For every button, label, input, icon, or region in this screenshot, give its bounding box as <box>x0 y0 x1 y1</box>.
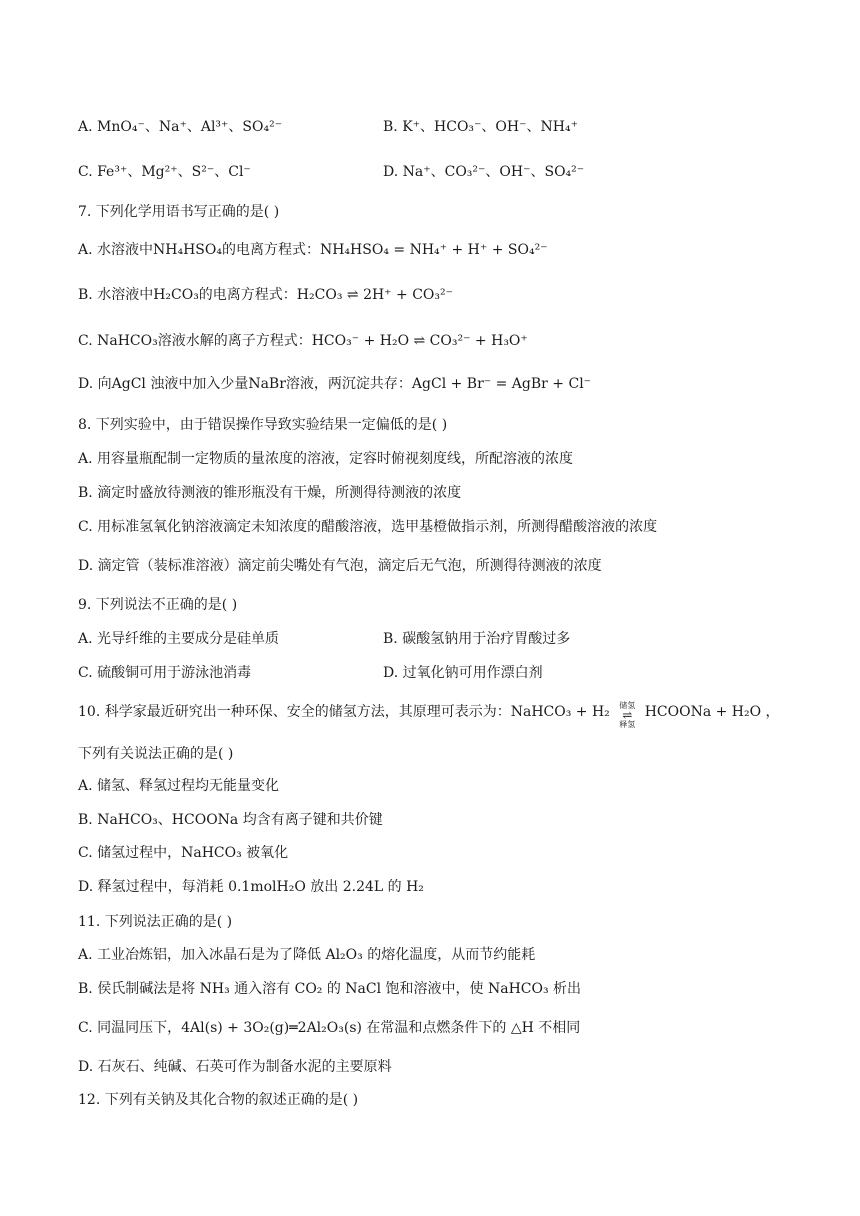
reversible-arrow <box>614 701 640 729</box>
q9-stem: 9. 下列说法不正确的是( ) <box>78 597 238 613</box>
q7-stem: 7. 下列化学用语书写正确的是( ) <box>78 204 280 220</box>
q8-option-b: B. 滴定时盛放待测液的锥形瓶没有干燥，所测得待测液的浓度 <box>78 485 462 501</box>
q10-stem <box>78 701 780 729</box>
q8-option-a: A. 用容量瓶配制一定物质的量浓度的溶液，定容时俯视刻度线，所配溶液的浓度 <box>78 451 574 467</box>
q10-option-c: C. 储氢过程中，NaHCO₃ 被氧化 <box>78 845 289 861</box>
q9-option-a: A. 光导纤维的主要成分是硅单质 <box>78 631 280 647</box>
q6-option-d: D. Na⁺、CO₃²⁻、OH⁻、SO₄²⁻ <box>383 164 585 180</box>
q12-stem: 12. 下列有关钠及其化合物的叙述正确的是( ) <box>78 1092 359 1108</box>
q11-stem: 11. 下列说法正确的是( ) <box>78 914 233 930</box>
q9-option-b: B. 碳酸氢钠用于治疗胃酸过多 <box>383 631 571 647</box>
arrow-label-release: 释氢 <box>619 720 636 729</box>
q8-option-c: C. 用标准氢氧化钠溶液滴定未知浓度的醋酸溶液，选甲基橙做指示剂，所测得醋酸溶液的浓度 <box>78 519 658 535</box>
q11-option-b: B. 侯氏制碱法是将 NH₃ 通入溶有 CO₂ 的 NaCl 饱和溶液中，使 NaHCO₃ 析出 <box>78 981 582 997</box>
q7-option-a: A. 水溶液中NH₄HSO₄的电离方程式：NH₄HSO₄ = NH₄⁺ + H⁺ + SO₄²⁻ <box>78 242 548 258</box>
q10-option-a: A. 储氢、释氢过程均无能量变化 <box>78 778 280 794</box>
q8-stem: 8. 下列实验中，由于错误操作导致实验结果一定偏低的是( ) <box>78 417 448 433</box>
q10-stem-prefix: 10. 科学家最近研究出一种环保、安全的储氢方法，其原理可表示为： <box>78 704 511 720</box>
q9-option-c: C. 硫酸铜可用于游泳池消毒 <box>78 665 252 681</box>
q6-option-b: B. K⁺、HCO₃⁻、OH⁻、NH₄⁺ <box>383 119 578 135</box>
q10-equation-right: HCOONa + H₂O ， <box>644 704 780 720</box>
arrow-symbol: ⇌ <box>622 708 633 722</box>
q6-option-c: C. Fe³⁺、Mg²⁺、S²⁻、Cl⁻ <box>78 164 251 180</box>
q11-option-c: C. 同温同压下，4Al(s) + 3O₂(g)═2Al₂O₃(s) 在常温和点燃条件下的 △H 不相同 <box>78 1020 581 1036</box>
q11-option-d: D. 石灰石、纯碱、石英可作为制备水泥的主要原料 <box>78 1059 392 1075</box>
q10-option-d: D. 释氢过程中，每消耗 0.1molH₂O 放出 2.24L 的 H₂ <box>78 879 424 895</box>
q7-option-d: D. 向AgCl 浊液中加入少量NaBr溶液，两沉淀共存：AgCl + Br⁻ = AgBr + Cl⁻ <box>78 376 592 392</box>
q6-option-a: A. MnO₄⁻、Na⁺、Al³⁺、SO₄²⁻ <box>78 119 283 135</box>
q10-equation-left: NaHCO₃ + H₂ <box>510 704 610 720</box>
q7-option-b: B. 水溶液中H₂CO₃的电离方程式：H₂CO₃ ⇌ 2H⁺ + CO₃²⁻ <box>78 287 454 303</box>
arrow-label-store: 储氢 <box>619 701 636 710</box>
q7-option-c: C. NaHCO₃溶液水解的离子方程式：HCO₃⁻ + H₂O ⇌ CO₃²⁻ + H₃O⁺ <box>78 333 528 349</box>
q8-option-d: D. 滴定管（装标准溶液）滴定前尖嘴处有气泡，滴定后无气泡，所测得待测液的浓度 <box>78 558 602 574</box>
q9-option-d: D. 过氧化钠可用作漂白剂 <box>383 665 543 681</box>
q10-option-b: B. NaHCO₃、HCOONa 均含有离子键和共价键 <box>78 812 383 828</box>
q10-stem-2: 下列有关说法正确的是( ) <box>78 746 234 762</box>
q11-option-a: A. 工业冶炼铝，加入冰晶石是为了降低 Al₂O₃ 的熔化温度，从而节约能耗 <box>78 947 536 963</box>
